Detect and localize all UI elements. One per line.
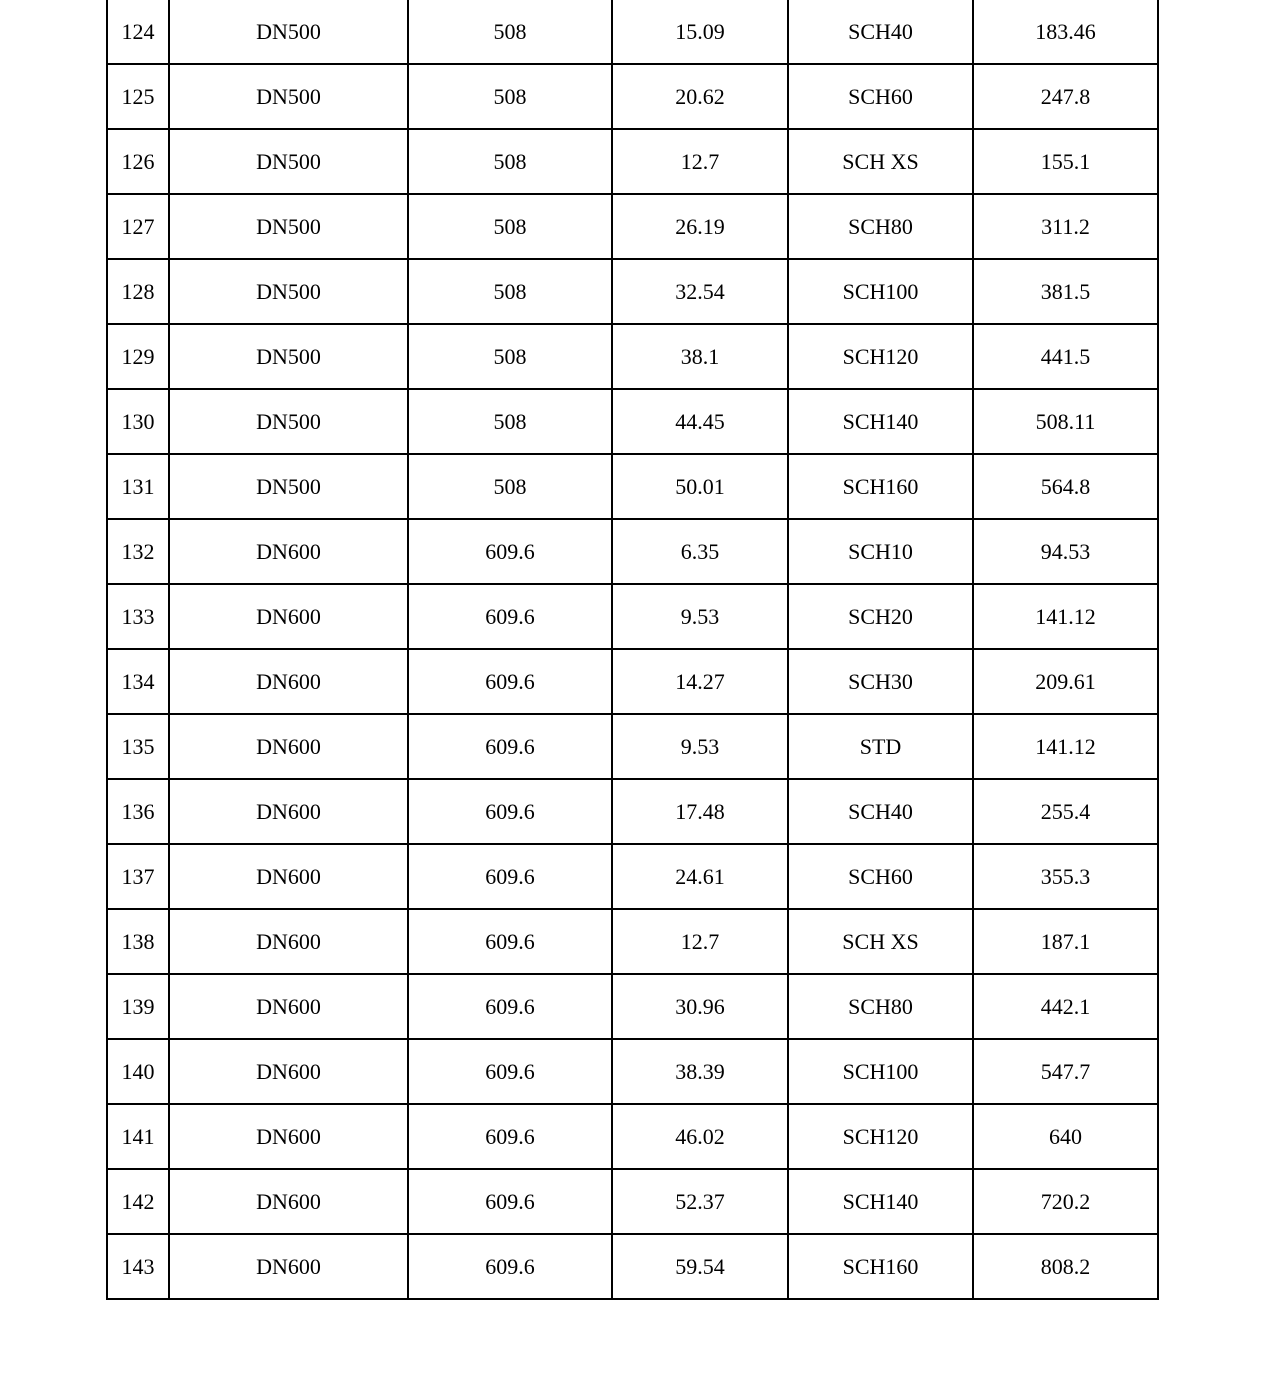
schedule-cell: SCH20 xyxy=(788,584,973,649)
wall-thickness-cell: 50.01 xyxy=(612,454,788,519)
table-row xyxy=(107,714,1158,779)
wall-thickness-cell: 30.96 xyxy=(612,974,788,1039)
weight-cell: 209.61 xyxy=(973,649,1158,714)
table-row xyxy=(107,64,1158,129)
outer-diameter-cell: 508 xyxy=(408,389,612,454)
table-row xyxy=(107,454,1158,519)
schedule-cell: SCH40 xyxy=(788,0,973,64)
wall-thickness-cell: 38.39 xyxy=(612,1039,788,1104)
weight-cell: 640 xyxy=(973,1104,1158,1169)
wall-thickness-cell: 9.53 xyxy=(612,714,788,779)
wall-thickness-cell: 46.02 xyxy=(612,1104,788,1169)
schedule-cell: STD xyxy=(788,714,973,779)
schedule-cell: SCH120 xyxy=(788,1104,973,1169)
schedule-cell: SCH60 xyxy=(788,64,973,129)
wall-thickness-cell: 32.54 xyxy=(612,259,788,324)
nominal-diameter-cell: DN600 xyxy=(169,1104,408,1169)
table-row xyxy=(107,649,1158,714)
nominal-diameter-cell: DN600 xyxy=(169,909,408,974)
wall-thickness-cell: 17.48 xyxy=(612,779,788,844)
wall-thickness-cell: 20.62 xyxy=(612,64,788,129)
schedule-cell: SCH160 xyxy=(788,454,973,519)
wall-thickness-cell: 15.09 xyxy=(612,0,788,64)
weight-cell: 808.2 xyxy=(973,1234,1158,1299)
wall-thickness-cell: 44.45 xyxy=(612,389,788,454)
wall-thickness-cell: 12.7 xyxy=(612,129,788,194)
schedule-cell: SCH80 xyxy=(788,974,973,1039)
weight-cell: 141.12 xyxy=(973,584,1158,649)
table-row xyxy=(107,1169,1158,1234)
table-row xyxy=(107,909,1158,974)
table-row xyxy=(107,974,1158,1039)
nominal-diameter-cell: DN500 xyxy=(169,389,408,454)
outer-diameter-cell: 609.6 xyxy=(408,1039,612,1104)
row-number-cell: 131 xyxy=(107,454,169,519)
outer-diameter-cell: 609.6 xyxy=(408,779,612,844)
schedule-cell: SCH40 xyxy=(788,779,973,844)
schedule-cell: SCH XS xyxy=(788,129,973,194)
row-number-cell: 129 xyxy=(107,324,169,389)
pipe-spec-table xyxy=(106,0,1159,1300)
table-row xyxy=(107,844,1158,909)
weight-cell: 247.8 xyxy=(973,64,1158,129)
wall-thickness-cell: 14.27 xyxy=(612,649,788,714)
table-row xyxy=(107,129,1158,194)
outer-diameter-cell: 508 xyxy=(408,454,612,519)
nominal-diameter-cell: DN600 xyxy=(169,1169,408,1234)
weight-cell: 355.3 xyxy=(973,844,1158,909)
weight-cell: 183.46 xyxy=(973,0,1158,64)
wall-thickness-cell: 38.1 xyxy=(612,324,788,389)
nominal-diameter-cell: DN600 xyxy=(169,974,408,1039)
weight-cell: 564.8 xyxy=(973,454,1158,519)
row-number-cell: 136 xyxy=(107,779,169,844)
row-number-cell: 126 xyxy=(107,129,169,194)
outer-diameter-cell: 508 xyxy=(408,259,612,324)
row-number-cell: 125 xyxy=(107,64,169,129)
outer-diameter-cell: 609.6 xyxy=(408,1234,612,1299)
table-row xyxy=(107,389,1158,454)
table-row xyxy=(107,1104,1158,1169)
wall-thickness-cell: 26.19 xyxy=(612,194,788,259)
outer-diameter-cell: 609.6 xyxy=(408,909,612,974)
outer-diameter-cell: 609.6 xyxy=(408,1169,612,1234)
nominal-diameter-cell: DN600 xyxy=(169,649,408,714)
outer-diameter-cell: 609.6 xyxy=(408,584,612,649)
row-number-cell: 133 xyxy=(107,584,169,649)
schedule-cell: SCH80 xyxy=(788,194,973,259)
outer-diameter-cell: 508 xyxy=(408,194,612,259)
nominal-diameter-cell: DN500 xyxy=(169,259,408,324)
wall-thickness-cell: 12.7 xyxy=(612,909,788,974)
outer-diameter-cell: 609.6 xyxy=(408,974,612,1039)
table-row xyxy=(107,584,1158,649)
weight-cell: 141.12 xyxy=(973,714,1158,779)
row-number-cell: 135 xyxy=(107,714,169,779)
nominal-diameter-cell: DN500 xyxy=(169,0,408,64)
wall-thickness-cell: 24.61 xyxy=(612,844,788,909)
nominal-diameter-cell: DN600 xyxy=(169,714,408,779)
table-row xyxy=(107,194,1158,259)
row-number-cell: 143 xyxy=(107,1234,169,1299)
schedule-cell: SCH120 xyxy=(788,324,973,389)
weight-cell: 155.1 xyxy=(973,129,1158,194)
outer-diameter-cell: 508 xyxy=(408,324,612,389)
wall-thickness-cell: 9.53 xyxy=(612,584,788,649)
nominal-diameter-cell: DN600 xyxy=(169,1234,408,1299)
table-row xyxy=(107,1234,1158,1299)
schedule-cell: SCH100 xyxy=(788,259,973,324)
weight-cell: 94.53 xyxy=(973,519,1158,584)
row-number-cell: 132 xyxy=(107,519,169,584)
weight-cell: 441.5 xyxy=(973,324,1158,389)
wall-thickness-cell: 52.37 xyxy=(612,1169,788,1234)
table-row xyxy=(107,519,1158,584)
row-number-cell: 124 xyxy=(107,0,169,64)
table-row xyxy=(107,779,1158,844)
outer-diameter-cell: 508 xyxy=(408,0,612,64)
weight-cell: 720.2 xyxy=(973,1169,1158,1234)
weight-cell: 508.11 xyxy=(973,389,1158,454)
schedule-cell: SCH160 xyxy=(788,1234,973,1299)
nominal-diameter-cell: DN500 xyxy=(169,454,408,519)
schedule-cell: SCH140 xyxy=(788,389,973,454)
row-number-cell: 134 xyxy=(107,649,169,714)
outer-diameter-cell: 508 xyxy=(408,129,612,194)
row-number-cell: 128 xyxy=(107,259,169,324)
weight-cell: 547.7 xyxy=(973,1039,1158,1104)
table-row xyxy=(107,0,1158,64)
table-row xyxy=(107,1039,1158,1104)
outer-diameter-cell: 609.6 xyxy=(408,649,612,714)
table-row xyxy=(107,324,1158,389)
outer-diameter-cell: 609.6 xyxy=(408,844,612,909)
nominal-diameter-cell: DN500 xyxy=(169,194,408,259)
nominal-diameter-cell: DN600 xyxy=(169,844,408,909)
nominal-diameter-cell: DN500 xyxy=(169,129,408,194)
row-number-cell: 130 xyxy=(107,389,169,454)
outer-diameter-cell: 609.6 xyxy=(408,519,612,584)
wall-thickness-cell: 59.54 xyxy=(612,1234,788,1299)
table-row xyxy=(107,259,1158,324)
row-number-cell: 137 xyxy=(107,844,169,909)
schedule-cell: SCH140 xyxy=(788,1169,973,1234)
nominal-diameter-cell: DN500 xyxy=(169,324,408,389)
nominal-diameter-cell: DN600 xyxy=(169,519,408,584)
row-number-cell: 127 xyxy=(107,194,169,259)
row-number-cell: 138 xyxy=(107,909,169,974)
weight-cell: 187.1 xyxy=(973,909,1158,974)
schedule-cell: SCH XS xyxy=(788,909,973,974)
row-number-cell: 139 xyxy=(107,974,169,1039)
schedule-cell: SCH10 xyxy=(788,519,973,584)
outer-diameter-cell: 609.6 xyxy=(408,1104,612,1169)
schedule-cell: SCH100 xyxy=(788,1039,973,1104)
weight-cell: 311.2 xyxy=(973,194,1158,259)
nominal-diameter-cell: DN600 xyxy=(169,779,408,844)
schedule-cell: SCH60 xyxy=(788,844,973,909)
pipe-spec-table-body xyxy=(107,0,1158,1299)
weight-cell: 381.5 xyxy=(973,259,1158,324)
weight-cell: 255.4 xyxy=(973,779,1158,844)
outer-diameter-cell: 609.6 xyxy=(408,714,612,779)
row-number-cell: 141 xyxy=(107,1104,169,1169)
weight-cell: 442.1 xyxy=(973,974,1158,1039)
row-number-cell: 142 xyxy=(107,1169,169,1234)
nominal-diameter-cell: DN600 xyxy=(169,584,408,649)
outer-diameter-cell: 508 xyxy=(408,64,612,129)
schedule-cell: SCH30 xyxy=(788,649,973,714)
nominal-diameter-cell: DN500 xyxy=(169,64,408,129)
wall-thickness-cell: 6.35 xyxy=(612,519,788,584)
row-number-cell: 140 xyxy=(107,1039,169,1104)
nominal-diameter-cell: DN600 xyxy=(169,1039,408,1104)
